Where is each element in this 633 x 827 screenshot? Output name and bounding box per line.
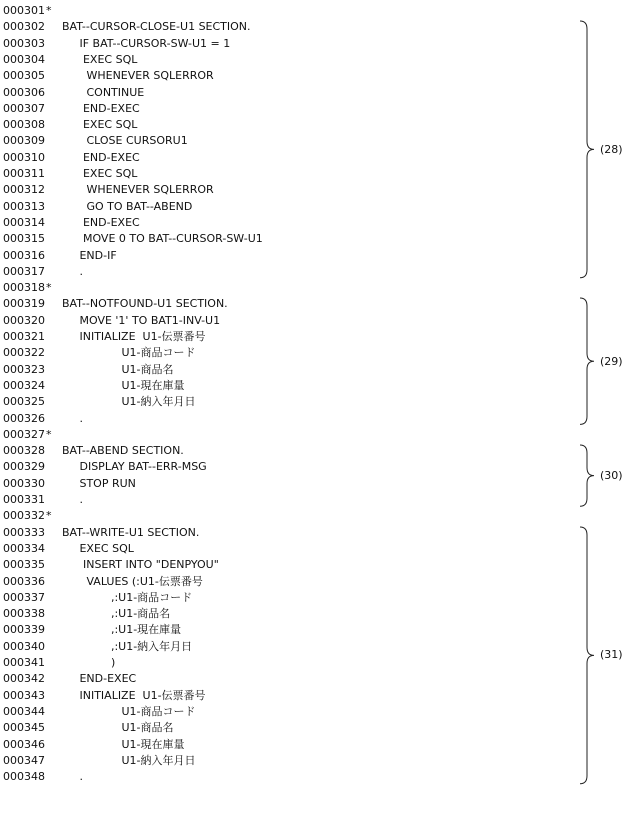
line-number: 000337 xyxy=(3,590,45,604)
code-text: INSERT INTO "DENPYOU" xyxy=(62,558,219,572)
line-number: 000307 xyxy=(3,101,45,115)
line-number: 000333 xyxy=(3,525,45,539)
code-text: * xyxy=(46,427,52,441)
code-text: U1-納入年月日 xyxy=(62,395,196,409)
code-text: INITIALIZE U1-伝票番号 xyxy=(62,330,206,343)
line-number: 000314 xyxy=(3,215,45,229)
annotation-label: (31) xyxy=(600,648,623,661)
code-text: . xyxy=(62,493,83,506)
code-text: BAT--CURSOR-CLOSE-U1 SECTION. xyxy=(62,20,251,34)
line-number: 000344 xyxy=(3,704,45,718)
code-text: WHENEVER SQLERROR xyxy=(62,69,214,83)
bracket-brace xyxy=(560,298,600,424)
annotation-label: (29) xyxy=(600,354,623,368)
line-number: 000329 xyxy=(3,460,45,474)
code-text: END-EXEC xyxy=(62,672,137,686)
line-number: 000309 xyxy=(3,134,45,148)
bracket-brace xyxy=(560,527,600,784)
line-number: 000339 xyxy=(3,623,45,637)
line-number: 000305 xyxy=(3,69,45,83)
line-number: 000312 xyxy=(3,183,45,197)
code-text: ,:U1-納入年月日 xyxy=(62,639,193,653)
code-text: EXEC SQL xyxy=(62,52,138,66)
code-text: U1-現在庫量 xyxy=(62,378,185,392)
code-text: . xyxy=(62,411,83,425)
code-text: * xyxy=(46,4,52,17)
line-number: 000319 xyxy=(3,297,45,311)
line-number: 000315 xyxy=(3,232,45,246)
line-number: 000340 xyxy=(3,639,45,653)
code-text: ,:U1-商品名 xyxy=(62,607,171,621)
code-text: ) xyxy=(62,656,116,669)
line-number: 000331 xyxy=(3,493,45,506)
line-number: 000311 xyxy=(3,167,45,180)
line-number: 000304 xyxy=(3,52,45,66)
code-text: CONTINUE xyxy=(62,85,145,99)
line-number: 000341 xyxy=(3,656,45,669)
code-text: MOVE '1' TO BAT1-INV-U1 xyxy=(62,313,221,327)
line-number: 000332 xyxy=(3,509,45,523)
code-text: END-EXEC xyxy=(62,101,140,115)
line-number: 000306 xyxy=(3,85,45,99)
line-number: 000334 xyxy=(3,541,45,555)
code-text: U1-商品コード xyxy=(62,346,196,360)
code-text: END-EXEC xyxy=(62,215,140,229)
code-text: U1-商品名 xyxy=(62,721,174,735)
line-number: 000325 xyxy=(3,395,45,409)
line-number: 000317 xyxy=(3,264,45,278)
code-text: WHENEVER SQLERROR xyxy=(62,183,214,197)
code-text: BAT--NOTFOUND-U1 SECTION. xyxy=(62,297,228,311)
line-number: 000321 xyxy=(3,330,45,343)
code-text: EXEC SQL xyxy=(62,541,134,555)
code-text: EXEC SQL xyxy=(62,167,138,180)
code-text: CLOSE CURSORU1 xyxy=(62,134,188,148)
code-text: ,:U1-現在庫量 xyxy=(62,623,182,637)
line-number: 000313 xyxy=(3,199,45,213)
line-number: 000324 xyxy=(3,378,45,392)
line-number: 000302 xyxy=(3,20,45,34)
line-number: 000322 xyxy=(3,346,45,360)
line-number: 000310 xyxy=(3,150,45,164)
bracket-brace xyxy=(560,21,600,278)
line-number: 000343 xyxy=(3,688,45,702)
line-number: 000326 xyxy=(3,411,45,425)
code-text: ,:U1-商品コード xyxy=(62,590,193,604)
code-text: * xyxy=(46,509,52,523)
line-number: 000345 xyxy=(3,721,45,735)
line-number: 000346 xyxy=(3,737,45,751)
code-text: . xyxy=(62,770,83,784)
annotation-label: (30) xyxy=(600,468,623,482)
code-text: . xyxy=(62,264,83,278)
code-text: INITIALIZE U1-伝票番号 xyxy=(62,688,206,702)
annotation-label: (28) xyxy=(600,142,623,156)
line-number: 000338 xyxy=(3,607,45,621)
code-text: VALUES (:U1-伝票番号 xyxy=(62,574,203,588)
line-number: 000303 xyxy=(3,36,45,50)
line-number: 000347 xyxy=(3,753,45,767)
line-number: 000342 xyxy=(3,672,45,686)
code-text: BAT--ABEND SECTION. xyxy=(62,444,184,458)
code-text: END-EXEC xyxy=(62,150,140,164)
code-text: DISPLAY BAT--ERR-MSG xyxy=(62,460,207,474)
line-number: 000323 xyxy=(3,362,45,376)
code-text: MOVE 0 TO BAT--CURSOR-SW-U1 xyxy=(62,232,263,246)
line-number: 000335 xyxy=(3,558,45,572)
line-number: 000327 xyxy=(3,427,45,441)
line-number: 000336 xyxy=(3,574,45,588)
line-number: 000301 xyxy=(3,4,45,17)
code-text: U1-納入年月日 xyxy=(62,753,196,767)
code-text: END-IF xyxy=(62,248,117,262)
code-text: U1-商品名 xyxy=(62,362,174,376)
line-number: 000328 xyxy=(3,444,45,458)
line-number: 000308 xyxy=(3,118,45,132)
code-text: U1-商品コード xyxy=(62,704,196,718)
line-number: 000316 xyxy=(3,248,45,262)
code-text: EXEC SQL xyxy=(62,118,138,132)
line-number: 000318 xyxy=(3,281,45,295)
code-text: U1-現在庫量 xyxy=(62,737,185,751)
line-number: 000348 xyxy=(3,770,45,784)
code-text: * xyxy=(46,281,52,295)
code-text: IF BAT--CURSOR-SW-U1 = 1 xyxy=(62,36,231,50)
code-text: GO TO BAT--ABEND xyxy=(62,199,193,213)
bracket-brace xyxy=(560,445,600,506)
line-number: 000320 xyxy=(3,313,45,327)
code-text: STOP RUN xyxy=(62,476,136,490)
line-number: 000330 xyxy=(3,476,45,490)
code-text: BAT--WRITE-U1 SECTION. xyxy=(62,525,200,539)
